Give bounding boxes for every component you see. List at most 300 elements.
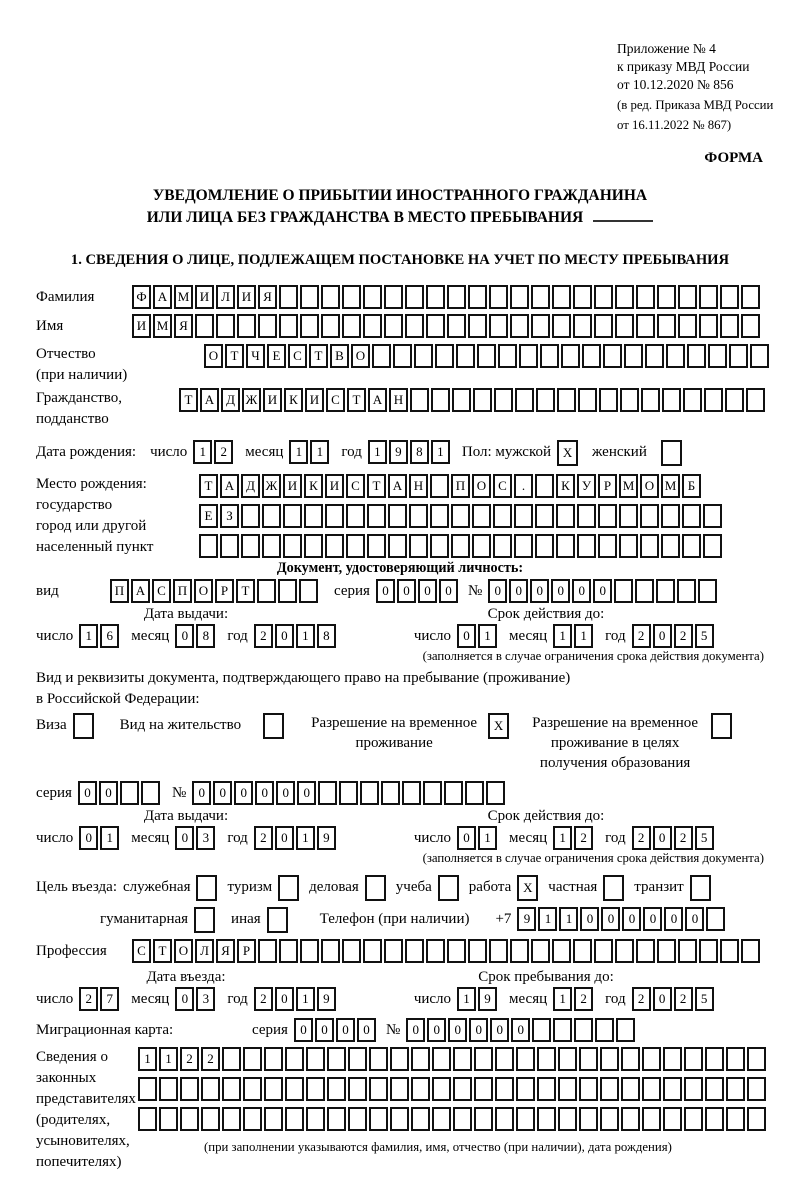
char-box[interactable] — [682, 504, 701, 528]
checkbox-cell[interactable] — [278, 875, 299, 901]
char-box[interactable]: 0 — [653, 826, 672, 850]
char-box[interactable] — [372, 344, 391, 368]
char-box[interactable]: И — [325, 474, 344, 498]
char-box[interactable] — [426, 939, 445, 963]
char-box[interactable]: И — [283, 474, 302, 498]
char-box[interactable] — [363, 939, 382, 963]
char-box[interactable] — [706, 907, 725, 931]
char-box[interactable] — [741, 939, 760, 963]
char-box[interactable]: 0 — [643, 907, 662, 931]
char-box[interactable] — [452, 388, 471, 412]
char-box[interactable] — [532, 1018, 551, 1042]
char-box[interactable] — [747, 1107, 766, 1131]
char-box[interactable] — [579, 1047, 598, 1071]
char-box[interactable] — [451, 534, 470, 558]
char-box[interactable] — [598, 504, 617, 528]
char-box[interactable]: А — [388, 474, 407, 498]
char-box[interactable] — [687, 344, 706, 368]
char-box[interactable] — [561, 344, 580, 368]
char-box[interactable] — [318, 781, 337, 805]
char-box[interactable] — [339, 781, 358, 805]
char-box[interactable] — [325, 504, 344, 528]
char-box[interactable] — [725, 388, 744, 412]
char-box[interactable]: О — [351, 344, 370, 368]
char-box[interactable] — [747, 1047, 766, 1071]
char-box[interactable]: 1 — [296, 826, 315, 850]
char-box[interactable] — [327, 1077, 346, 1101]
char-box[interactable]: 0 — [213, 781, 232, 805]
char-box[interactable]: О — [204, 344, 223, 368]
char-box[interactable] — [582, 344, 601, 368]
char-box[interactable] — [384, 314, 403, 338]
checkbox-cell[interactable] — [603, 875, 624, 901]
char-box[interactable] — [537, 1077, 556, 1101]
char-box[interactable]: О — [174, 939, 193, 963]
char-box[interactable]: И — [263, 388, 282, 412]
char-box[interactable] — [414, 344, 433, 368]
char-box[interactable] — [363, 314, 382, 338]
char-box[interactable] — [393, 344, 412, 368]
char-box[interactable] — [300, 285, 319, 309]
char-box[interactable]: И — [195, 285, 214, 309]
char-box[interactable] — [258, 314, 277, 338]
char-box[interactable] — [577, 504, 596, 528]
char-box[interactable]: 0 — [192, 781, 211, 805]
char-box[interactable] — [243, 1077, 262, 1101]
char-box[interactable] — [346, 534, 365, 558]
char-box[interactable]: 5 — [695, 826, 714, 850]
char-box[interactable] — [426, 285, 445, 309]
char-box[interactable] — [199, 534, 218, 558]
char-box[interactable] — [411, 1077, 430, 1101]
char-box[interactable]: Л — [195, 939, 214, 963]
char-box[interactable] — [489, 314, 508, 338]
char-box[interactable] — [495, 1047, 514, 1071]
char-box[interactable]: М — [661, 474, 680, 498]
char-box[interactable] — [489, 939, 508, 963]
char-box[interactable] — [741, 285, 760, 309]
char-box[interactable]: 1 — [100, 826, 119, 850]
char-box[interactable]: 0 — [593, 579, 612, 603]
checkbox-cell[interactable] — [711, 713, 732, 739]
char-box[interactable] — [493, 504, 512, 528]
char-box[interactable] — [678, 285, 697, 309]
char-box[interactable] — [558, 1107, 577, 1131]
char-box[interactable]: 1 — [478, 624, 497, 648]
char-box[interactable]: 0 — [336, 1018, 355, 1042]
char-box[interactable]: 2 — [254, 826, 273, 850]
char-box[interactable] — [699, 285, 718, 309]
char-box[interactable] — [661, 504, 680, 528]
char-box[interactable]: 0 — [315, 1018, 334, 1042]
char-box[interactable] — [573, 314, 592, 338]
char-box[interactable] — [495, 1107, 514, 1131]
char-box[interactable]: М — [153, 314, 172, 338]
char-box[interactable] — [411, 1107, 430, 1131]
char-box[interactable] — [435, 344, 454, 368]
char-box[interactable] — [410, 388, 429, 412]
char-box[interactable] — [474, 1047, 493, 1071]
char-box[interactable] — [348, 1047, 367, 1071]
char-box[interactable] — [657, 285, 676, 309]
char-box[interactable] — [720, 314, 739, 338]
char-box[interactable]: К — [304, 474, 323, 498]
char-box[interactable] — [510, 939, 529, 963]
char-box[interactable] — [241, 504, 260, 528]
char-box[interactable] — [388, 504, 407, 528]
checkbox-cell[interactable] — [365, 875, 386, 901]
char-box[interactable] — [432, 1077, 451, 1101]
char-box[interactable] — [342, 285, 361, 309]
char-box[interactable]: Е — [199, 504, 218, 528]
char-box[interactable] — [515, 388, 534, 412]
char-box[interactable]: 1 — [538, 907, 557, 931]
char-box[interactable]: 0 — [175, 624, 194, 648]
char-box[interactable] — [708, 344, 727, 368]
char-box[interactable] — [451, 504, 470, 528]
char-box[interactable]: 1 — [553, 826, 572, 850]
char-box[interactable]: Ч — [246, 344, 265, 368]
char-box[interactable] — [180, 1077, 199, 1101]
char-box[interactable]: 0 — [457, 624, 476, 648]
char-box[interactable] — [402, 781, 421, 805]
char-box[interactable] — [138, 1107, 157, 1131]
char-box[interactable] — [283, 504, 302, 528]
char-box[interactable]: С — [152, 579, 171, 603]
char-box[interactable] — [390, 1077, 409, 1101]
char-box[interactable] — [409, 534, 428, 558]
char-box[interactable] — [283, 534, 302, 558]
char-box[interactable] — [306, 1077, 325, 1101]
char-box[interactable] — [677, 579, 696, 603]
checkbox-cell[interactable] — [73, 713, 94, 739]
char-box[interactable]: 0 — [490, 1018, 509, 1042]
char-box[interactable] — [624, 344, 643, 368]
char-box[interactable] — [642, 1107, 661, 1131]
char-box[interactable] — [535, 534, 554, 558]
char-box[interactable] — [321, 939, 340, 963]
char-box[interactable]: 1 — [574, 624, 593, 648]
char-box[interactable] — [620, 388, 639, 412]
char-box[interactable] — [285, 1077, 304, 1101]
char-box[interactable] — [536, 388, 555, 412]
char-box[interactable]: 0 — [511, 1018, 530, 1042]
char-box[interactable] — [381, 781, 400, 805]
char-box[interactable]: Ж — [262, 474, 281, 498]
char-box[interactable]: 0 — [572, 579, 591, 603]
char-box[interactable]: 1 — [431, 440, 450, 464]
char-box[interactable] — [325, 534, 344, 558]
char-box[interactable]: 8 — [196, 624, 215, 648]
char-box[interactable]: Т — [367, 474, 386, 498]
char-box[interactable]: Т — [153, 939, 172, 963]
char-box[interactable]: 0 — [530, 579, 549, 603]
char-box[interactable] — [703, 504, 722, 528]
char-box[interactable] — [321, 285, 340, 309]
char-box[interactable] — [615, 939, 634, 963]
char-box[interactable] — [600, 1047, 619, 1071]
char-box[interactable] — [264, 1077, 283, 1101]
char-box[interactable] — [516, 1077, 535, 1101]
char-box[interactable] — [556, 534, 575, 558]
char-box[interactable] — [141, 781, 160, 805]
char-box[interactable] — [531, 314, 550, 338]
char-box[interactable] — [595, 1018, 614, 1042]
char-box[interactable] — [369, 1077, 388, 1101]
char-box[interactable]: С — [493, 474, 512, 498]
char-box[interactable]: Т — [199, 474, 218, 498]
char-box[interactable] — [603, 344, 622, 368]
char-box[interactable] — [535, 504, 554, 528]
char-box[interactable] — [447, 939, 466, 963]
char-box[interactable]: Д — [221, 388, 240, 412]
char-box[interactable]: 6 — [100, 624, 119, 648]
char-box[interactable]: 1 — [138, 1047, 157, 1071]
char-box[interactable]: 1 — [289, 440, 308, 464]
char-box[interactable] — [306, 1047, 325, 1071]
char-box[interactable] — [516, 1107, 535, 1131]
char-box[interactable]: Ф — [132, 285, 151, 309]
char-box[interactable] — [599, 388, 618, 412]
char-box[interactable] — [621, 1077, 640, 1101]
char-box[interactable]: 2 — [632, 826, 651, 850]
char-box[interactable] — [405, 939, 424, 963]
char-box[interactable] — [552, 939, 571, 963]
char-box[interactable] — [635, 579, 654, 603]
char-box[interactable] — [594, 285, 613, 309]
char-box[interactable]: 0 — [78, 781, 97, 805]
char-box[interactable] — [682, 534, 701, 558]
char-box[interactable] — [262, 534, 281, 558]
char-box[interactable]: В — [330, 344, 349, 368]
char-box[interactable] — [663, 1107, 682, 1131]
checkbox-cell[interactable] — [194, 907, 215, 933]
char-box[interactable]: С — [346, 474, 365, 498]
char-box[interactable] — [726, 1107, 745, 1131]
char-box[interactable] — [663, 1077, 682, 1101]
char-box[interactable] — [264, 1107, 283, 1131]
char-box[interactable]: 9 — [389, 440, 408, 464]
char-box[interactable]: 0 — [175, 826, 194, 850]
char-box[interactable] — [494, 388, 513, 412]
char-box[interactable] — [705, 1077, 724, 1101]
char-box[interactable] — [278, 579, 297, 603]
char-box[interactable] — [537, 1047, 556, 1071]
char-box[interactable] — [472, 534, 491, 558]
char-box[interactable]: 9 — [317, 987, 336, 1011]
char-box[interactable] — [720, 939, 739, 963]
char-box[interactable]: 0 — [234, 781, 253, 805]
char-box[interactable]: 2 — [79, 987, 98, 1011]
char-box[interactable] — [683, 388, 702, 412]
char-box[interactable] — [615, 285, 634, 309]
char-box[interactable]: О — [472, 474, 491, 498]
char-box[interactable]: А — [131, 579, 150, 603]
char-box[interactable]: 1 — [457, 987, 476, 1011]
char-box[interactable] — [579, 1107, 598, 1131]
char-box[interactable] — [384, 285, 403, 309]
char-box[interactable] — [615, 314, 634, 338]
char-box[interactable]: 2 — [632, 987, 651, 1011]
char-box[interactable]: 8 — [410, 440, 429, 464]
char-box[interactable] — [619, 534, 638, 558]
char-box[interactable] — [257, 579, 276, 603]
char-box[interactable] — [657, 939, 676, 963]
char-box[interactable] — [486, 781, 505, 805]
char-box[interactable] — [489, 285, 508, 309]
char-box[interactable] — [222, 1077, 241, 1101]
char-box[interactable]: Т — [179, 388, 198, 412]
char-box[interactable] — [573, 939, 592, 963]
char-box[interactable]: 5 — [695, 624, 714, 648]
char-box[interactable]: М — [174, 285, 193, 309]
char-box[interactable] — [705, 1047, 724, 1071]
checkbox-cell[interactable]: X — [557, 440, 578, 466]
char-box[interactable]: . — [514, 474, 533, 498]
char-box[interactable] — [262, 504, 281, 528]
char-box[interactable] — [346, 504, 365, 528]
char-box[interactable] — [465, 781, 484, 805]
char-box[interactable]: 2 — [574, 987, 593, 1011]
char-box[interactable]: 0 — [275, 987, 294, 1011]
char-box[interactable]: 0 — [448, 1018, 467, 1042]
char-box[interactable]: 0 — [653, 624, 672, 648]
char-box[interactable] — [237, 314, 256, 338]
char-box[interactable] — [367, 504, 386, 528]
char-box[interactable]: П — [110, 579, 129, 603]
char-box[interactable] — [409, 504, 428, 528]
char-box[interactable]: 0 — [509, 579, 528, 603]
char-box[interactable]: 1 — [193, 440, 212, 464]
char-box[interactable] — [279, 314, 298, 338]
char-box[interactable] — [279, 939, 298, 963]
char-box[interactable] — [495, 1077, 514, 1101]
char-box[interactable]: Л — [216, 285, 235, 309]
char-box[interactable]: Е — [267, 344, 286, 368]
char-box[interactable]: Р — [598, 474, 617, 498]
char-box[interactable]: О — [640, 474, 659, 498]
char-box[interactable] — [430, 534, 449, 558]
char-box[interactable]: 2 — [632, 624, 651, 648]
char-box[interactable]: Д — [241, 474, 260, 498]
char-box[interactable]: 8 — [317, 624, 336, 648]
char-box[interactable] — [138, 1077, 157, 1101]
char-box[interactable]: Я — [258, 285, 277, 309]
checkbox-cell[interactable] — [263, 713, 284, 739]
char-box[interactable] — [456, 344, 475, 368]
checkbox-cell[interactable] — [661, 440, 682, 466]
char-box[interactable]: 1 — [296, 624, 315, 648]
checkbox-cell[interactable]: X — [517, 875, 538, 901]
char-box[interactable]: И — [305, 388, 324, 412]
char-box[interactable] — [699, 314, 718, 338]
char-box[interactable] — [574, 1018, 593, 1042]
char-box[interactable]: З — [220, 504, 239, 528]
char-box[interactable] — [472, 504, 491, 528]
char-box[interactable] — [321, 314, 340, 338]
char-box[interactable] — [657, 314, 676, 338]
char-box[interactable] — [616, 1018, 635, 1042]
char-box[interactable]: 0 — [427, 1018, 446, 1042]
char-box[interactable]: 1 — [368, 440, 387, 464]
char-box[interactable] — [662, 388, 681, 412]
char-box[interactable] — [222, 1107, 241, 1131]
char-box[interactable] — [299, 579, 318, 603]
char-box[interactable]: 0 — [376, 579, 395, 603]
char-box[interactable] — [369, 1047, 388, 1071]
char-box[interactable]: Т — [225, 344, 244, 368]
char-box[interactable]: А — [368, 388, 387, 412]
char-box[interactable]: 0 — [601, 907, 620, 931]
char-box[interactable] — [557, 388, 576, 412]
char-box[interactable]: И — [132, 314, 151, 338]
char-box[interactable]: 1 — [559, 907, 578, 931]
char-box[interactable]: 0 — [622, 907, 641, 931]
char-box[interactable] — [447, 314, 466, 338]
char-box[interactable] — [614, 579, 633, 603]
char-box[interactable]: 0 — [175, 987, 194, 1011]
char-box[interactable] — [473, 388, 492, 412]
char-box[interactable] — [729, 344, 748, 368]
checkbox-cell[interactable]: X — [488, 713, 509, 739]
char-box[interactable] — [474, 1107, 493, 1131]
char-box[interactable] — [553, 1018, 572, 1042]
char-box[interactable]: 2 — [254, 624, 273, 648]
char-box[interactable]: Я — [174, 314, 193, 338]
char-box[interactable]: 0 — [488, 579, 507, 603]
char-box[interactable] — [641, 388, 660, 412]
char-box[interactable] — [514, 534, 533, 558]
char-box[interactable]: 0 — [275, 624, 294, 648]
checkbox-cell[interactable] — [438, 875, 459, 901]
char-box[interactable] — [750, 344, 769, 368]
char-box[interactable] — [363, 285, 382, 309]
char-box[interactable]: 1 — [478, 826, 497, 850]
char-box[interactable] — [342, 939, 361, 963]
char-box[interactable] — [519, 344, 538, 368]
char-box[interactable] — [577, 534, 596, 558]
char-box[interactable]: Т — [309, 344, 328, 368]
char-box[interactable] — [468, 314, 487, 338]
char-box[interactable] — [746, 388, 765, 412]
char-box[interactable] — [201, 1077, 220, 1101]
char-box[interactable]: 2 — [674, 826, 693, 850]
char-box[interactable] — [661, 534, 680, 558]
char-box[interactable]: 1 — [553, 987, 572, 1011]
char-box[interactable]: 9 — [317, 826, 336, 850]
char-box[interactable]: 2 — [574, 826, 593, 850]
char-box[interactable] — [552, 285, 571, 309]
char-box[interactable] — [698, 579, 717, 603]
char-box[interactable] — [453, 1107, 472, 1131]
char-box[interactable]: Б — [682, 474, 701, 498]
char-box[interactable]: М — [619, 474, 638, 498]
char-box[interactable] — [684, 1077, 703, 1101]
char-box[interactable] — [306, 1107, 325, 1131]
char-box[interactable] — [159, 1107, 178, 1131]
char-box[interactable]: О — [194, 579, 213, 603]
char-box[interactable] — [678, 314, 697, 338]
char-box[interactable]: Н — [389, 388, 408, 412]
char-box[interactable] — [636, 939, 655, 963]
char-box[interactable]: 9 — [478, 987, 497, 1011]
char-box[interactable]: Я — [216, 939, 235, 963]
char-box[interactable] — [498, 344, 517, 368]
char-box[interactable]: К — [556, 474, 575, 498]
char-box[interactable] — [367, 534, 386, 558]
char-box[interactable] — [304, 534, 323, 558]
char-box[interactable]: Н — [409, 474, 428, 498]
